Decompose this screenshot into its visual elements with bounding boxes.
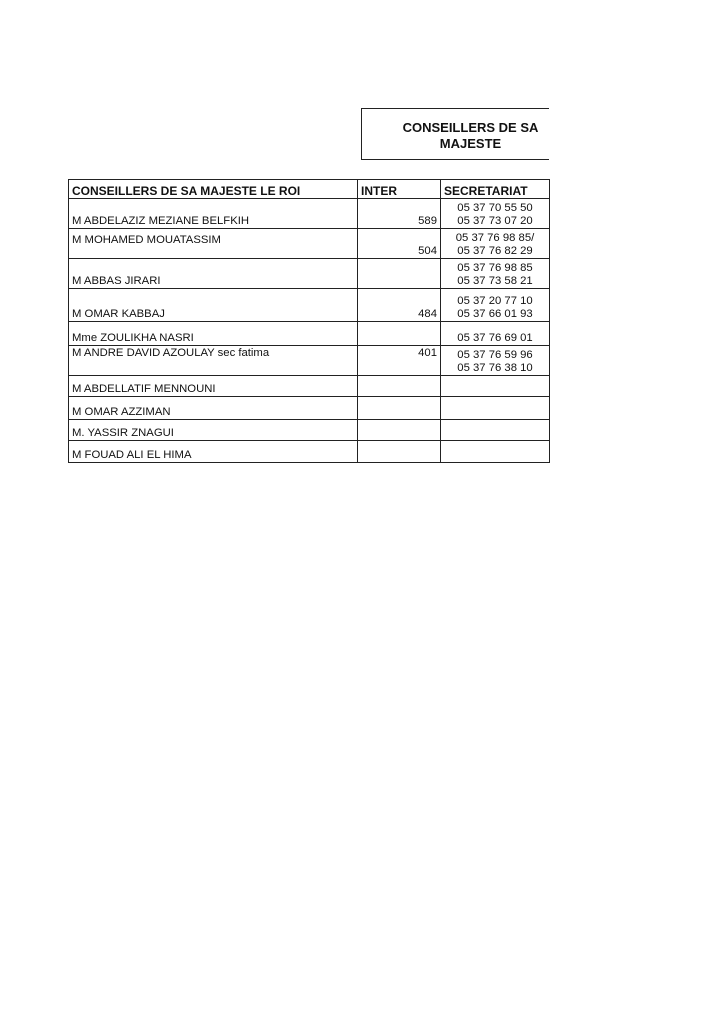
row-name-text: M MOHAMED MOUATASSIM	[72, 234, 221, 246]
header-name: CONSEILLERS DE SA MAJESTE LE ROI	[69, 180, 358, 199]
row-secretariat	[441, 199, 550, 229]
row-name	[69, 229, 358, 259]
row-inter: 504	[358, 229, 441, 259]
row-name-text: M ANDRE DAVID AZOULAY sec fatima	[72, 347, 270, 359]
title-box	[361, 108, 549, 160]
row-secretariat	[441, 420, 550, 441]
row-inter: 484	[358, 289, 441, 322]
sec-phone-1: 05 37 76 98 85	[457, 262, 533, 274]
table-row	[69, 376, 550, 397]
row-name: M OMAR AZZIMAN	[69, 397, 358, 420]
sec-phone-1: 05 37 76 98 85/	[455, 232, 535, 244]
row-secretariat	[441, 289, 550, 322]
sec-phone-1: 05 37 76 69 01	[457, 332, 533, 344]
row-secretariat	[441, 322, 550, 346]
table-row	[69, 346, 550, 376]
row-name: M ABDELAZIZ MEZIANE BELFKIH	[69, 199, 358, 229]
row-inter	[358, 259, 441, 289]
sec-phone-1: 05 37 76 59 96	[457, 349, 533, 361]
table-row	[69, 420, 550, 441]
sec-phone-2: 05 37 76 38 10	[457, 362, 533, 374]
sec-phone-2: 05 37 66 01 93	[457, 308, 533, 320]
sec-phone-2: 05 37 76 82 29	[457, 245, 533, 257]
row-secretariat	[441, 229, 550, 259]
row-inter	[358, 346, 441, 376]
sec-phone-2: 05 37 73 58 21	[457, 275, 533, 287]
sec-phone-1: 05 37 70 55 50	[457, 202, 533, 214]
row-name: M FOUAD ALI EL HIMA	[69, 441, 358, 463]
title-line-1: CONSEILLERS DE SA	[402, 120, 539, 135]
table-row	[69, 322, 550, 346]
table-row	[69, 397, 550, 420]
sec-phone-2: 05 37 73 07 20	[457, 215, 533, 227]
row-name: M ABBAS JIRARI	[69, 259, 358, 289]
table-row	[69, 199, 550, 229]
table-row	[69, 259, 550, 289]
row-inter: 589	[358, 199, 441, 229]
table-row	[69, 229, 550, 259]
header-inter: INTER	[358, 180, 441, 199]
row-secretariat	[441, 397, 550, 420]
page-title	[362, 120, 549, 152]
row-inter	[358, 420, 441, 441]
header-secretariat: SECRETARIAT	[441, 180, 550, 199]
row-secretariat	[441, 441, 550, 463]
row-inter	[358, 322, 441, 346]
row-name	[69, 346, 358, 376]
directory-table	[68, 179, 550, 463]
row-name: M ABDELLATIF MENNOUNI	[69, 376, 358, 397]
row-secretariat	[441, 259, 550, 289]
row-secretariat	[441, 376, 550, 397]
row-name: Mme ZOULIKHA NASRI	[69, 322, 358, 346]
row-inter	[358, 397, 441, 420]
row-inter	[358, 441, 441, 463]
row-inter-text: 401	[418, 347, 437, 359]
table-row	[69, 289, 550, 322]
row-secretariat	[441, 346, 550, 376]
row-name: M OMAR KABBAJ	[69, 289, 358, 322]
row-name: M. YASSIR ZNAGUI	[69, 420, 358, 441]
header-row	[69, 180, 550, 199]
title-line-2: MAJESTE	[439, 136, 502, 151]
row-inter	[358, 376, 441, 397]
sec-phone-1: 05 37 20 77 10	[457, 295, 533, 307]
table-row	[69, 441, 550, 463]
